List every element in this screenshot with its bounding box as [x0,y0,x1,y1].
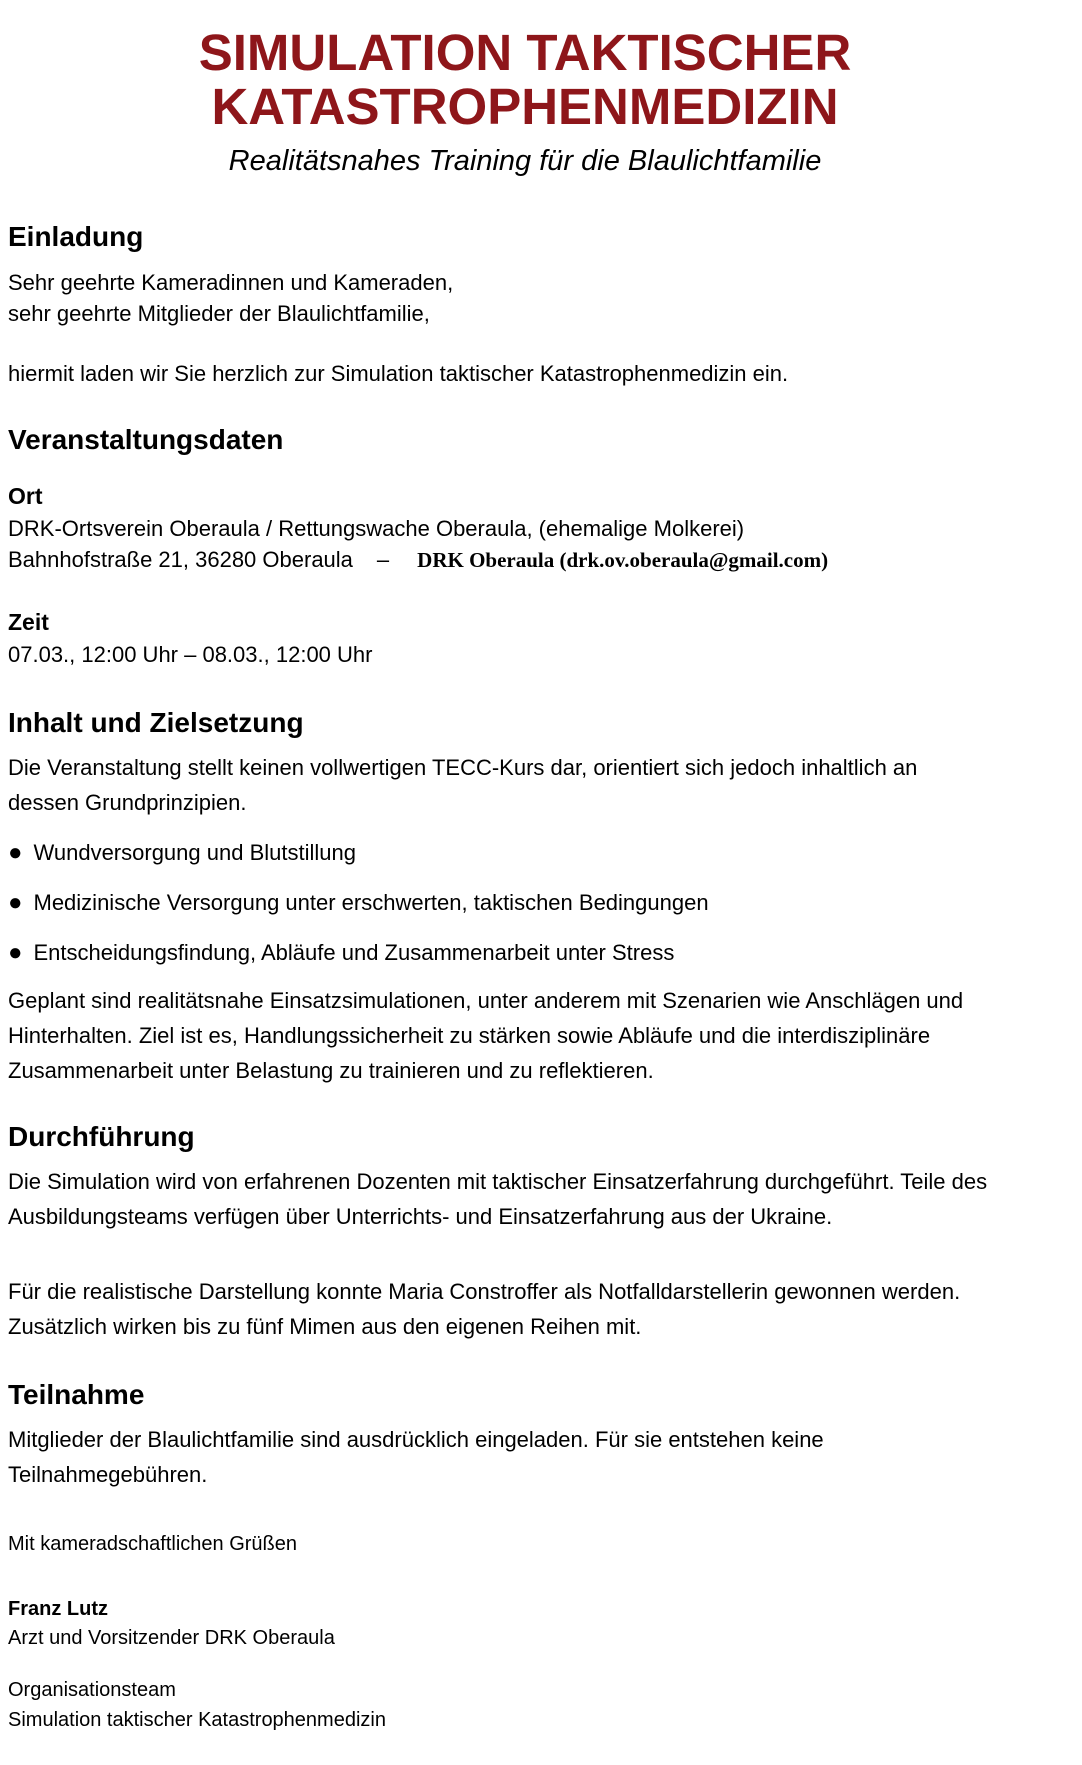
closing-greeting: Mit kameradschaftlichen Grüßen [8,1533,298,1555]
ort-address-line [8,544,1042,576]
salutation-line-2: sehr geehrte Mitglieder der Blaulichtfamilie, [8,301,430,326]
bullet-icon: ● [8,889,23,916]
title-line-1: SIMULATION TAKTISCHER [198,24,852,81]
signature-block [8,1595,1042,1653]
document-subtitle: Realitätsnahes Training für die Blaulichtfamilie [228,145,822,177]
heading-einladung: Einladung [8,221,144,252]
list-item [8,935,1042,970]
document-title [8,26,1042,134]
signer-name: Franz Lutz [8,1598,108,1620]
section-closing [8,1530,1042,1735]
ort-venue-line: DRK-Ortsverein Oberaula / Rettungswache Oberaula, (ehemalige Molkerei) [8,516,745,541]
invitation-text: hiermit laden wir Sie herzlich zur Simulation taktischer Katastrophenmedizin ein. [8,361,789,386]
title-line-2: KATASTROPHENMEDIZIN [211,78,839,135]
bullet-text: Medizinische Versorgung unter erschwerten, taktischen Bedingungen [33,890,709,915]
organisation-line-2: Simulation taktischer Katastrophenmedizin [8,1709,386,1731]
inhalt-intro-text: Die Veranstaltung stellt keinen vollwertigen TECC-Kurs dar, orientiert sich jedoch inhaltlich an dessen Grundprinzipien. [8,755,918,815]
teilnahme-text: Mitglieder der Blaulichtfamilie sind ausdrücklich eingeladen. Für sie entstehen keine Teilnahmegebühren. [8,1427,824,1487]
heading-teilnahme: Teilnahme [8,1379,145,1410]
bullet-text: Entscheidungsfindung, Abläufe und Zusammenarbeit unter Stress [33,940,675,965]
salutation-line-1: Sehr geehrte Kameradinnen und Kameraden, [8,270,454,295]
durchfuehrung-paragraph-2: Für die realistische Darstellung konnte Maria Constroffer als Notfalldarstellerin gewonnen werden. Zusätzlich wirken bis zu fünf Mimen aus den eigenen Reihen mit. [8,1279,961,1339]
section-durchfuehrung [8,1120,1042,1344]
section-inhalt-und-zielsetzung [8,706,1042,1088]
heading-durchfuehrung: Durchführung [8,1121,195,1152]
organisation-line-1: Organisationsteam [8,1679,176,1701]
signer-role: Arzt und Vorsitzender DRK Oberaula [8,1627,335,1649]
list-item [8,885,1042,920]
inhalt-outro-text: Geplant sind realitätsnahe Einsatzsimulationen, unter anderem mit Szenarien wie Anschlägen und Hinterhalten. Ziel ist es, Handlungssicherheit zu stärken sowie Abläufe und die interdisziplinäre Zusammenarbeit unter Belastung zu trainieren und zu reflektieren. [8,988,964,1083]
inhalt-bullet-list [8,835,1042,970]
subheading-ort: Ort [8,483,43,509]
section-veranstaltungsdaten [8,423,1042,670]
organisation-block [8,1675,1042,1735]
document-header [8,26,1042,178]
zeit-value: 07.03., 12:00 Uhr – 08.03., 12:00 Uhr [8,642,373,667]
address-separator-dash: – [376,547,390,572]
bullet-icon: ● [8,839,23,866]
ort-contact-email: DRK Oberaula (drk.ov.oberaula@gmail.com) [417,548,829,572]
heading-inhalt-und-zielsetzung: Inhalt und Zielsetzung [8,707,304,738]
bullet-text: Wundversorgung und Blutstillung [33,840,356,865]
section-einladung [8,220,1042,391]
list-item [8,835,1042,870]
durchfuehrung-paragraph-1: Die Simulation wird von erfahrenen Dozenten mit taktischer Einsatzerfahrung durchgeführt. Teile des Ausbildungsteams verfügen über Unterrichts- und Einsatzerfahrung aus der Ukraine. [8,1169,988,1229]
bullet-icon: ● [8,939,23,966]
ort-address: Bahnhofstraße 21, 36280 Oberaula [8,547,353,572]
salutation [8,267,1042,329]
heading-veranstaltungsdaten: Veranstaltungsdaten [8,424,284,455]
section-teilnahme [8,1378,1042,1492]
subheading-zeit: Zeit [8,609,49,635]
